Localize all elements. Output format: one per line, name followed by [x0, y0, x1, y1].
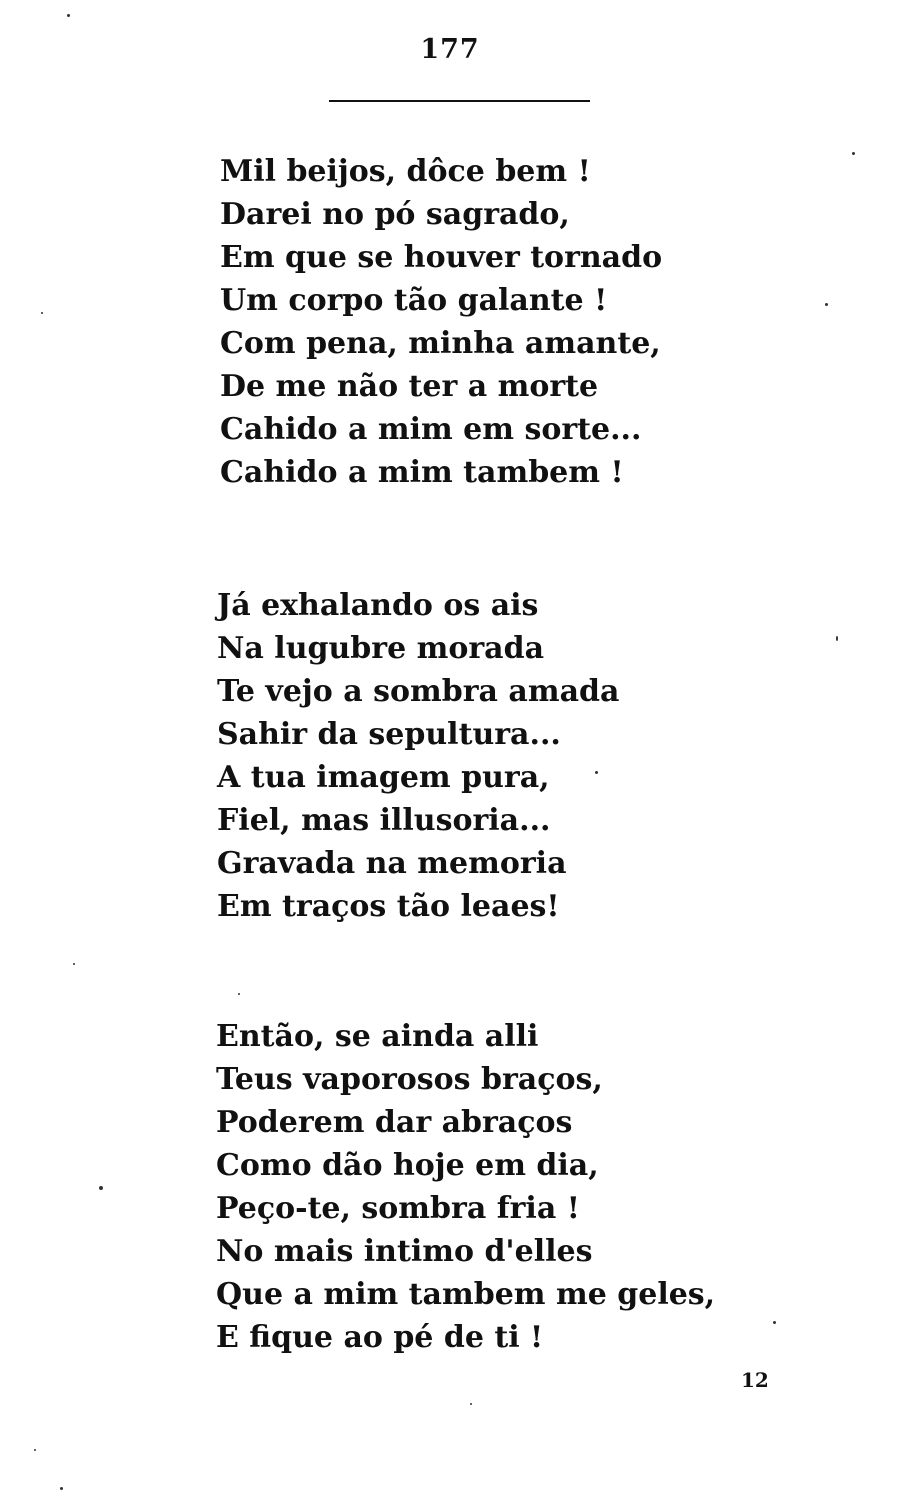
verse-line: Cahido a mim em sorte...	[220, 412, 642, 447]
verse-line: Em traços tão leaes!	[217, 889, 560, 924]
ink-speck	[60, 1487, 63, 1490]
ink-speck	[99, 1186, 103, 1190]
ink-speck	[238, 993, 240, 995]
verse-line: A tua imagem pura,	[217, 760, 550, 795]
verse-line: Em que se houver tornado	[220, 240, 663, 275]
stanza-3	[216, 1015, 715, 1359]
ink-speck	[836, 636, 838, 641]
verse-line: Te vejo a sombra amada	[217, 674, 620, 709]
verse-line: Já exhalando os ais	[217, 588, 539, 623]
verse-line: Mil beijos, dôce bem !	[220, 154, 591, 189]
stanza-1	[220, 150, 662, 494]
verse-line: Como dão hoje em dia,	[216, 1148, 599, 1183]
ink-speck	[825, 303, 828, 306]
verse-line: Cahido a mim tambem !	[220, 455, 624, 490]
verse-line: Peço-te, sombra fria !	[216, 1191, 580, 1226]
ink-speck	[34, 1449, 36, 1451]
verse-line: De me não ter a morte	[220, 369, 599, 404]
page-number: 177	[420, 34, 480, 65]
ink-speck	[595, 771, 598, 774]
ink-speck	[852, 152, 855, 155]
verse-line: Que a mim tambem me geles,	[216, 1277, 716, 1312]
verse-line: Na lugubre morada	[217, 631, 545, 666]
stanza-2	[217, 584, 619, 928]
verse-line: Fiel, mas illusoria...	[217, 803, 551, 838]
header-rule	[329, 100, 590, 102]
signature-mark: 12	[741, 1368, 769, 1392]
verse-line: Um corpo tão galante !	[220, 283, 608, 318]
verse-line: Poderem dar abraços	[216, 1105, 573, 1140]
verse-line: Teus vaporosos braços,	[216, 1062, 603, 1097]
verse-line: Então, se ainda alli	[216, 1019, 539, 1054]
verse-line: Sahir da sepultura...	[217, 717, 561, 752]
ink-speck	[773, 1321, 776, 1324]
verse-line: Gravada na memoria	[217, 846, 567, 881]
verse-line: No mais intimo d'elles	[216, 1234, 593, 1269]
ink-speck	[41, 312, 43, 314]
verse-line: Darei no pó sagrado,	[220, 197, 570, 232]
ink-speck	[67, 14, 70, 17]
ink-speck	[73, 963, 75, 965]
verse-line: E fique ao pé de ti !	[216, 1320, 544, 1355]
verse-line: Com pena, minha amante,	[220, 326, 661, 361]
ink-speck	[470, 1403, 472, 1405]
